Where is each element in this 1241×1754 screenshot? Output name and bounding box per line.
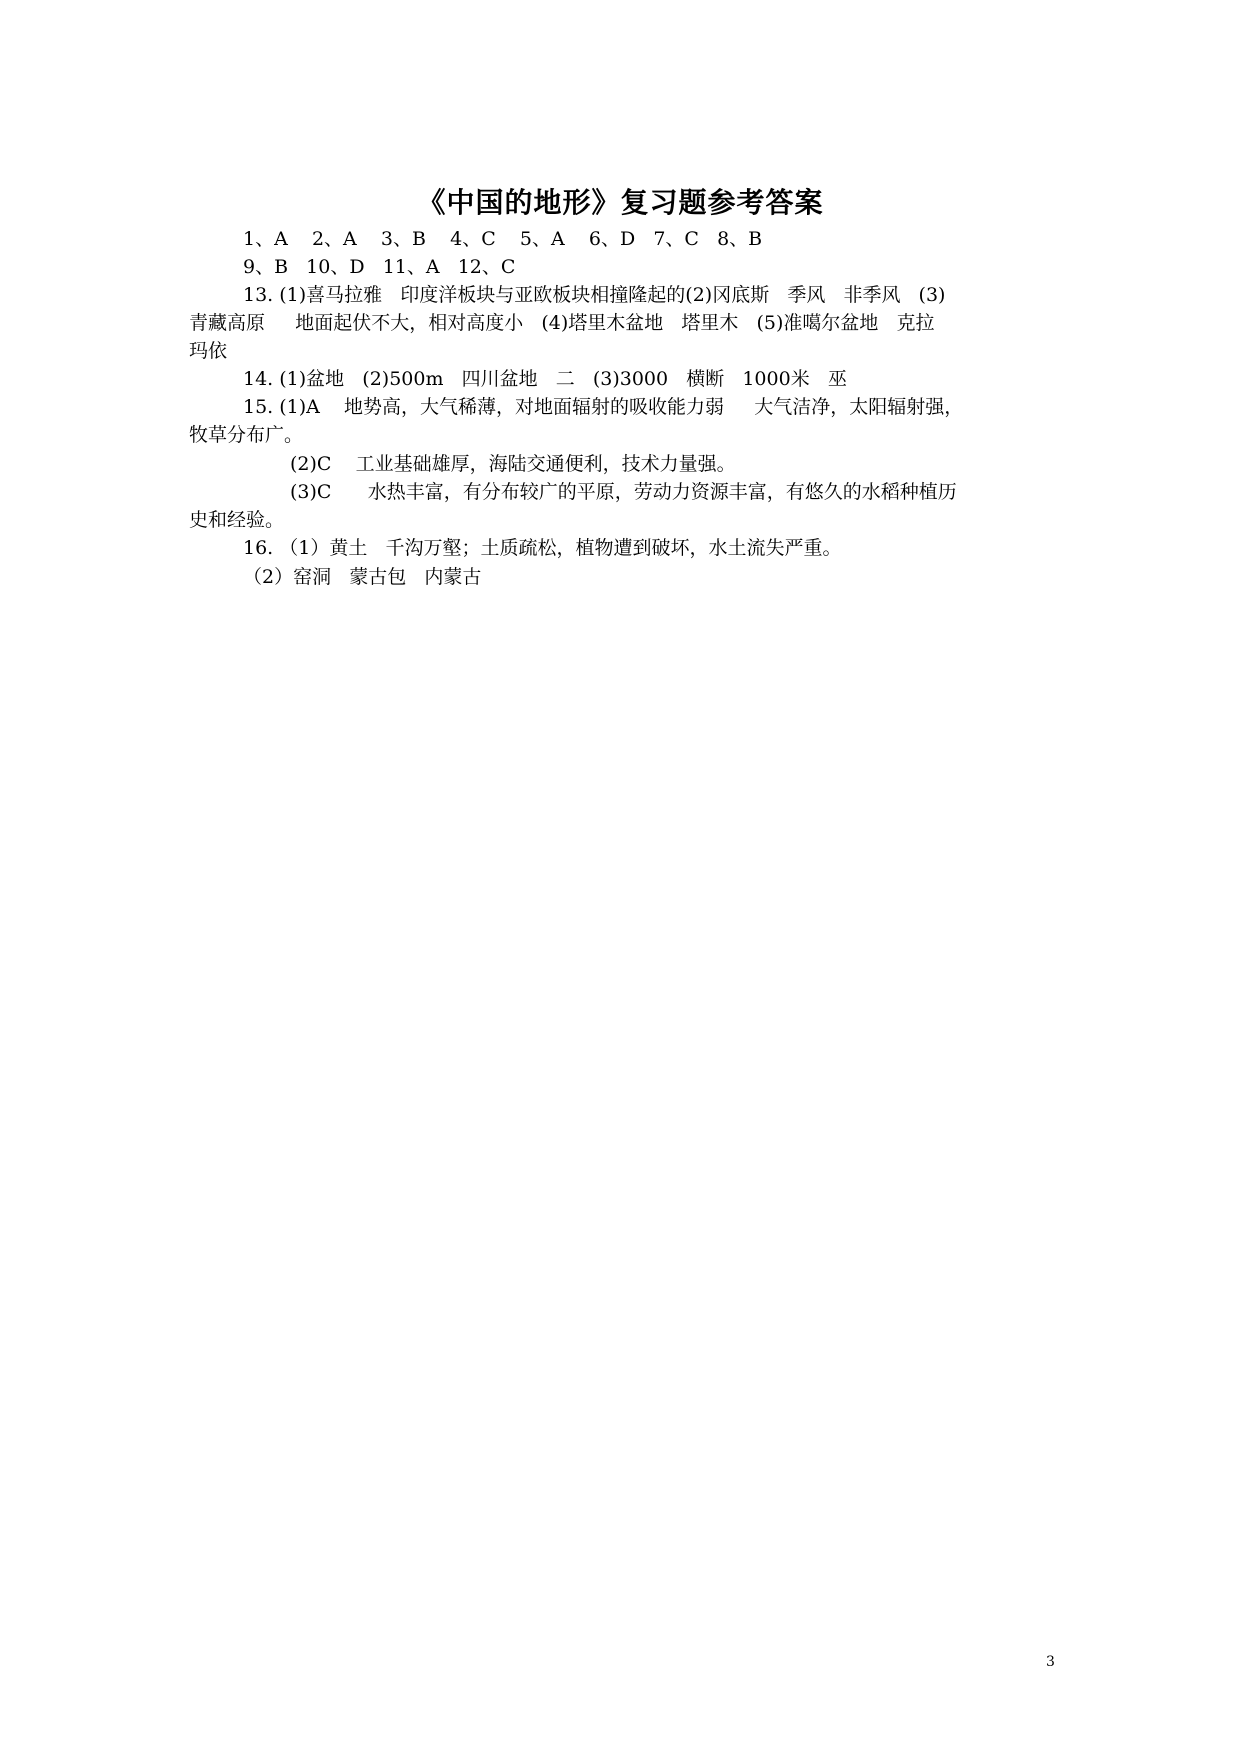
answer-line-15-e: 史和经验。 [189,509,285,531]
answer-line-13-c: 玛依 [189,340,228,362]
answer-line-13-b: 青藏高原 地面起伏不大，相对高度小 (4)塔里木盆地 塔里木 (5)准噶尔盆地 克拉 [189,312,935,334]
document-title: 《中国的地形》复习题参考答案 [417,186,824,219]
answer-line-15-d: (3)C 水热丰富，有分布较广的平原，劳动力资源丰富，有悠久的水稻种植历 [290,481,957,503]
answer-line-2: 9、B 10、D 11、A 12、C [243,256,516,278]
answer-line-16-b: （2）窑洞 蒙古包 内蒙古 [243,566,482,588]
answer-line-15-a: 15. (1)A 地势高，大气稀薄，对地面辐射的吸收能力弱 大气洁净，太阳辐射强， [243,396,964,418]
answer-line-14: 14. (1)盆地 (2)500m 四川盆地 二 (3)3000 横断 1000米 巫 [243,368,847,390]
answer-line-13-a: 13. (1)喜马拉雅 印度洋板块与亚欧板块相撞隆起的(2)冈底斯 季风 非季风 (3) [243,284,946,306]
page-number: 3 [1046,1654,1055,1670]
answer-line-16-a: 16. （1）黄土 千沟万壑；土质疏松，植物遭到破坏，水土流失严重。 [243,537,842,559]
answer-line-1: 1、A 2、A 3、B 4、C 5、A 6、D 7、C 8、B [243,228,763,250]
answer-line-15-c: (2)C 工业基础雄厚，海陆交通便利，技术力量强。 [290,453,736,475]
answer-line-15-b: 牧草分布广。 [189,424,304,446]
